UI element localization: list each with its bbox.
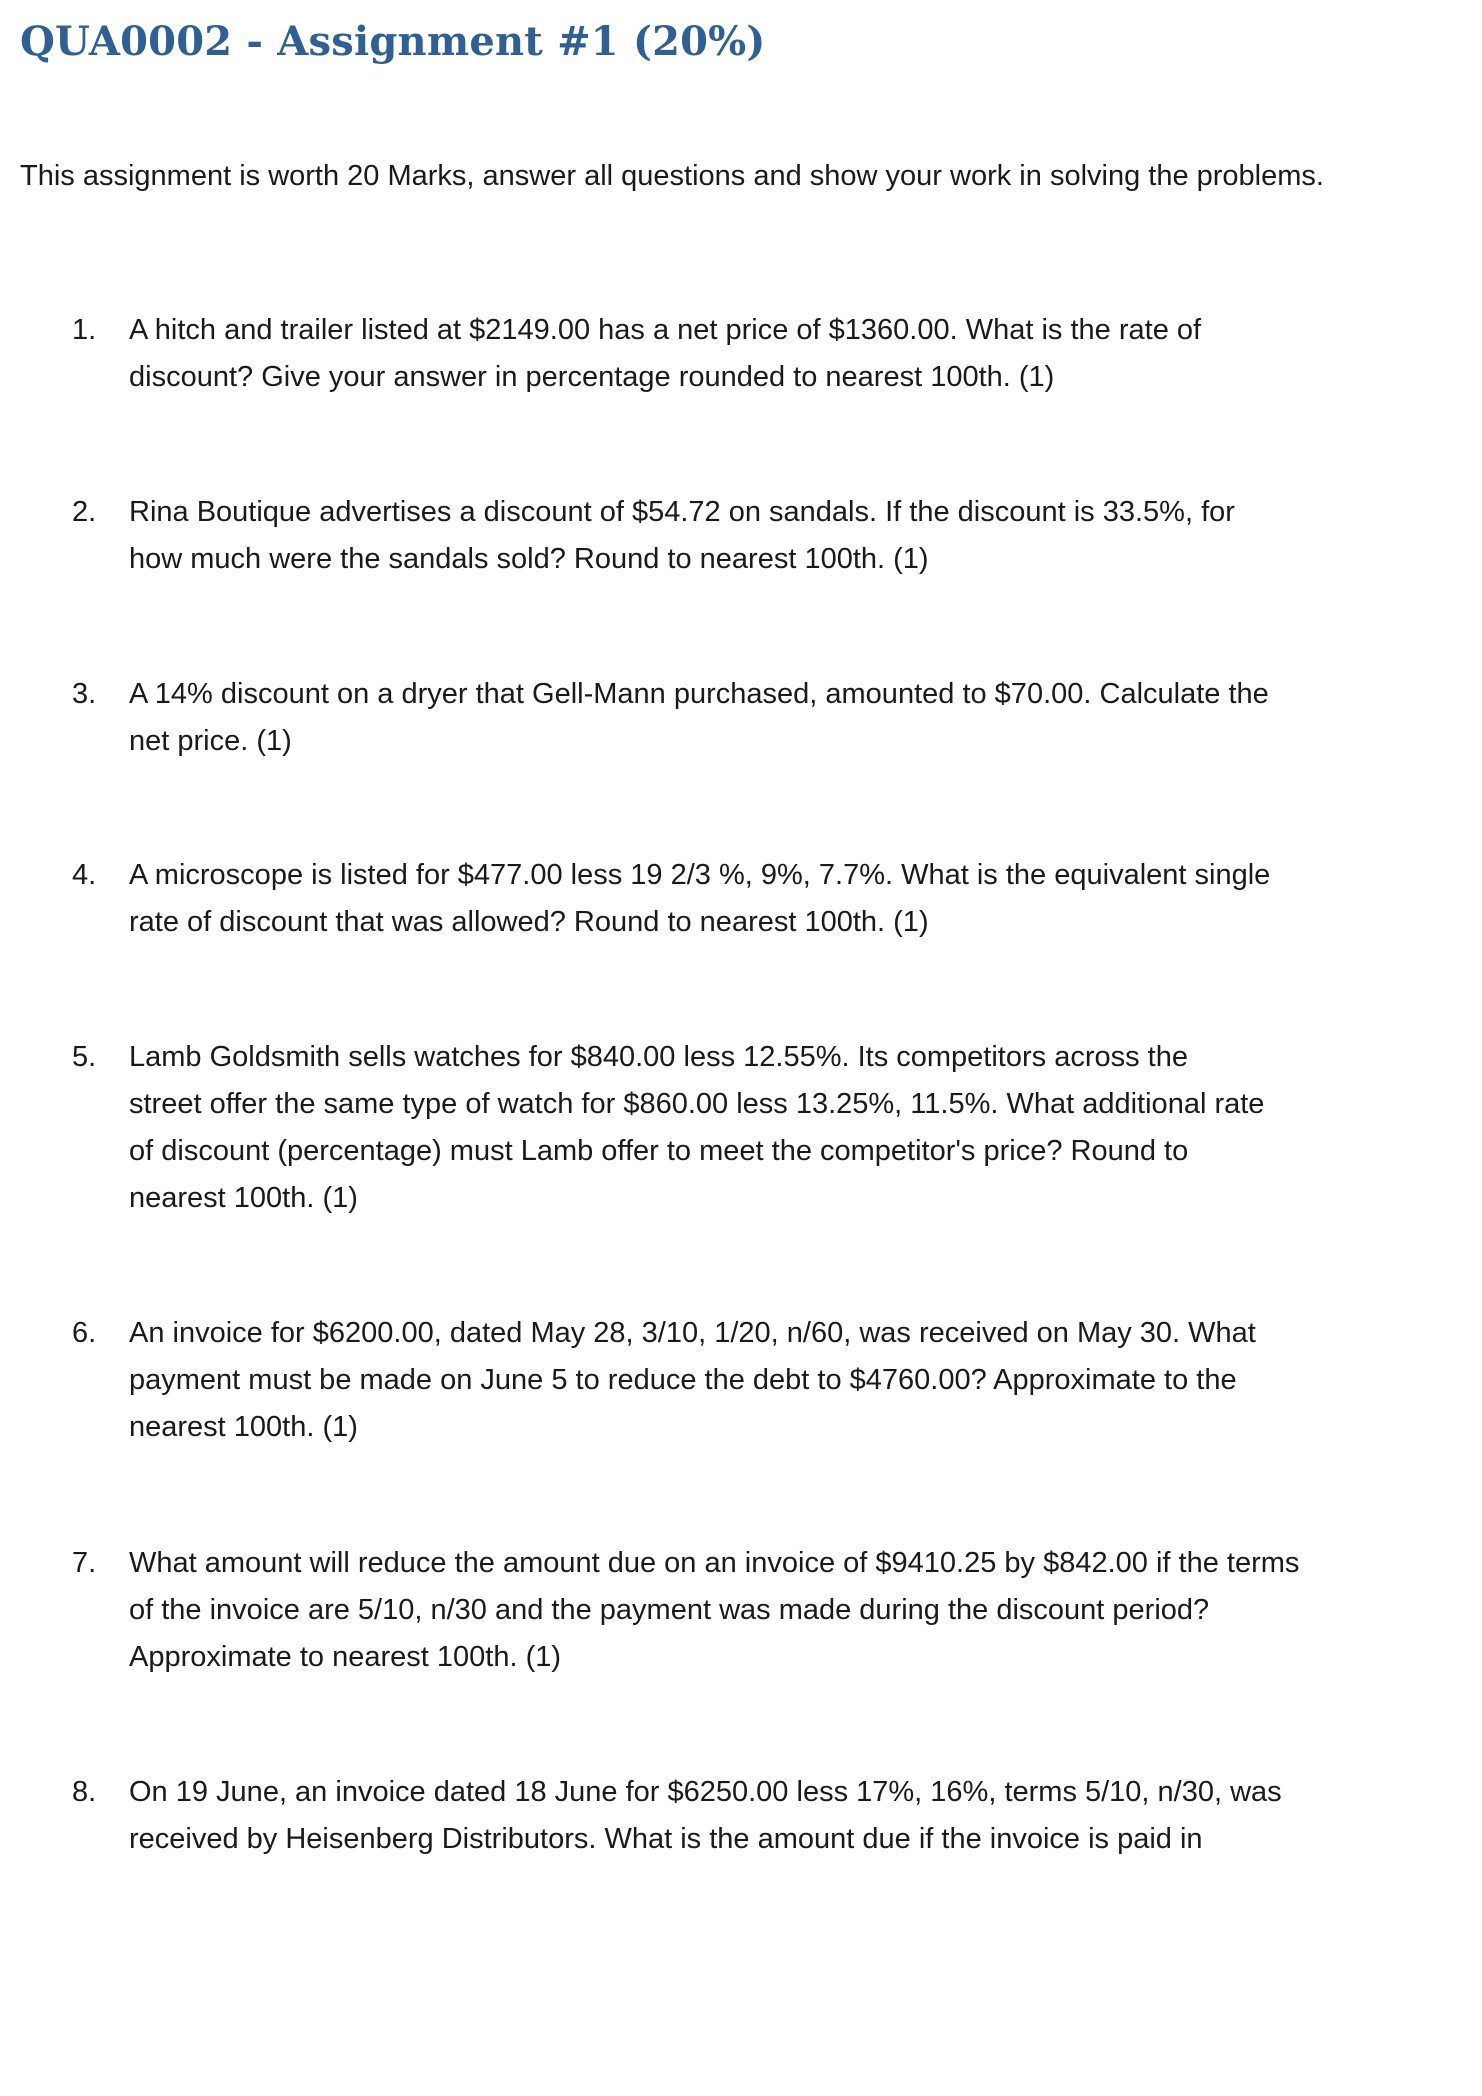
question-line: net price. (1) <box>129 725 292 757</box>
page-title: QUA0002 - Assignment #1 (20%) <box>20 18 766 65</box>
question-line: An invoice for $6200.00, dated May 28, 3/10, 1/20, n/60, was received on May 30. What <box>129 1317 1256 1349</box>
question-line: payment must be made on June 5 to reduce the debt to $4760.00? Approximate to the <box>129 1364 1237 1396</box>
question-line: street offer the same type of watch for $860.00 less 13.25%, 11.5%. What additional rate <box>129 1088 1265 1120</box>
question-text <box>129 307 1449 401</box>
question-line: of the invoice are 5/10, n/30 and the payment was made during the discount period? <box>129 1594 1210 1626</box>
question-line: A 14% discount on a dryer that Gell-Mann purchased, amounted to $70.00. Calculate the <box>129 678 1269 710</box>
question-line: On 19 June, an invoice dated 18 June for $6250.00 less 17%, 16%, terms 5/10, n/30, was <box>129 1776 1282 1808</box>
question-line: What amount will reduce the amount due on an invoice of $9410.25 by $842.00 if the terms <box>129 1547 1300 1579</box>
question-text <box>129 489 1449 583</box>
question-number: 4. <box>72 859 97 891</box>
question-text <box>129 671 1449 765</box>
question-number: 1. <box>72 314 97 346</box>
question-line: Lamb Goldsmith sells watches for $840.00 less 12.55%. Its competitors across the <box>129 1041 1188 1073</box>
question-line: A microscope is listed for $477.00 less 19 2/3 %, 9%, 7.7%. What is the equivalent single <box>129 859 1271 891</box>
question-text <box>129 1769 1449 1863</box>
question-number: 3. <box>72 678 97 710</box>
question-line: rate of discount that was allowed? Round to nearest 100th. (1) <box>129 906 929 938</box>
question-line: nearest 100th. (1) <box>129 1411 358 1443</box>
question-number: 6. <box>72 1317 97 1349</box>
question-text <box>129 1540 1449 1681</box>
question-number: 8. <box>72 1776 97 1808</box>
question-text <box>129 852 1449 946</box>
question-number: 2. <box>72 496 97 528</box>
question-number: 7. <box>72 1547 97 1579</box>
question-text <box>129 1034 1449 1222</box>
question-line: nearest 100th. (1) <box>129 1182 358 1214</box>
question-text <box>129 1310 1449 1451</box>
question-line: of discount (percentage) must Lamb offer to meet the competitor's price? Round to <box>129 1135 1189 1167</box>
question-line: Approximate to nearest 100th. (1) <box>129 1641 562 1673</box>
question-line: received by Heisenberg Distributors. What is the amount due if the invoice is paid in <box>129 1823 1203 1855</box>
intro-text: This assignment is worth 20 Marks, answer all questions and show your work in solving the problems. <box>20 160 1324 192</box>
question-line: discount? Give your answer in percentage rounded to nearest 100th. (1) <box>129 361 1055 393</box>
question-line: how much were the sandals sold? Round to nearest 100th. (1) <box>129 543 929 575</box>
question-line: A hitch and trailer listed at $2149.00 has a net price of $1360.00. What is the rate of <box>129 314 1202 346</box>
question-line: Rina Boutique advertises a discount of $54.72 on sandals. If the discount is 33.5%, for <box>129 496 1235 528</box>
question-number: 5. <box>72 1041 97 1073</box>
